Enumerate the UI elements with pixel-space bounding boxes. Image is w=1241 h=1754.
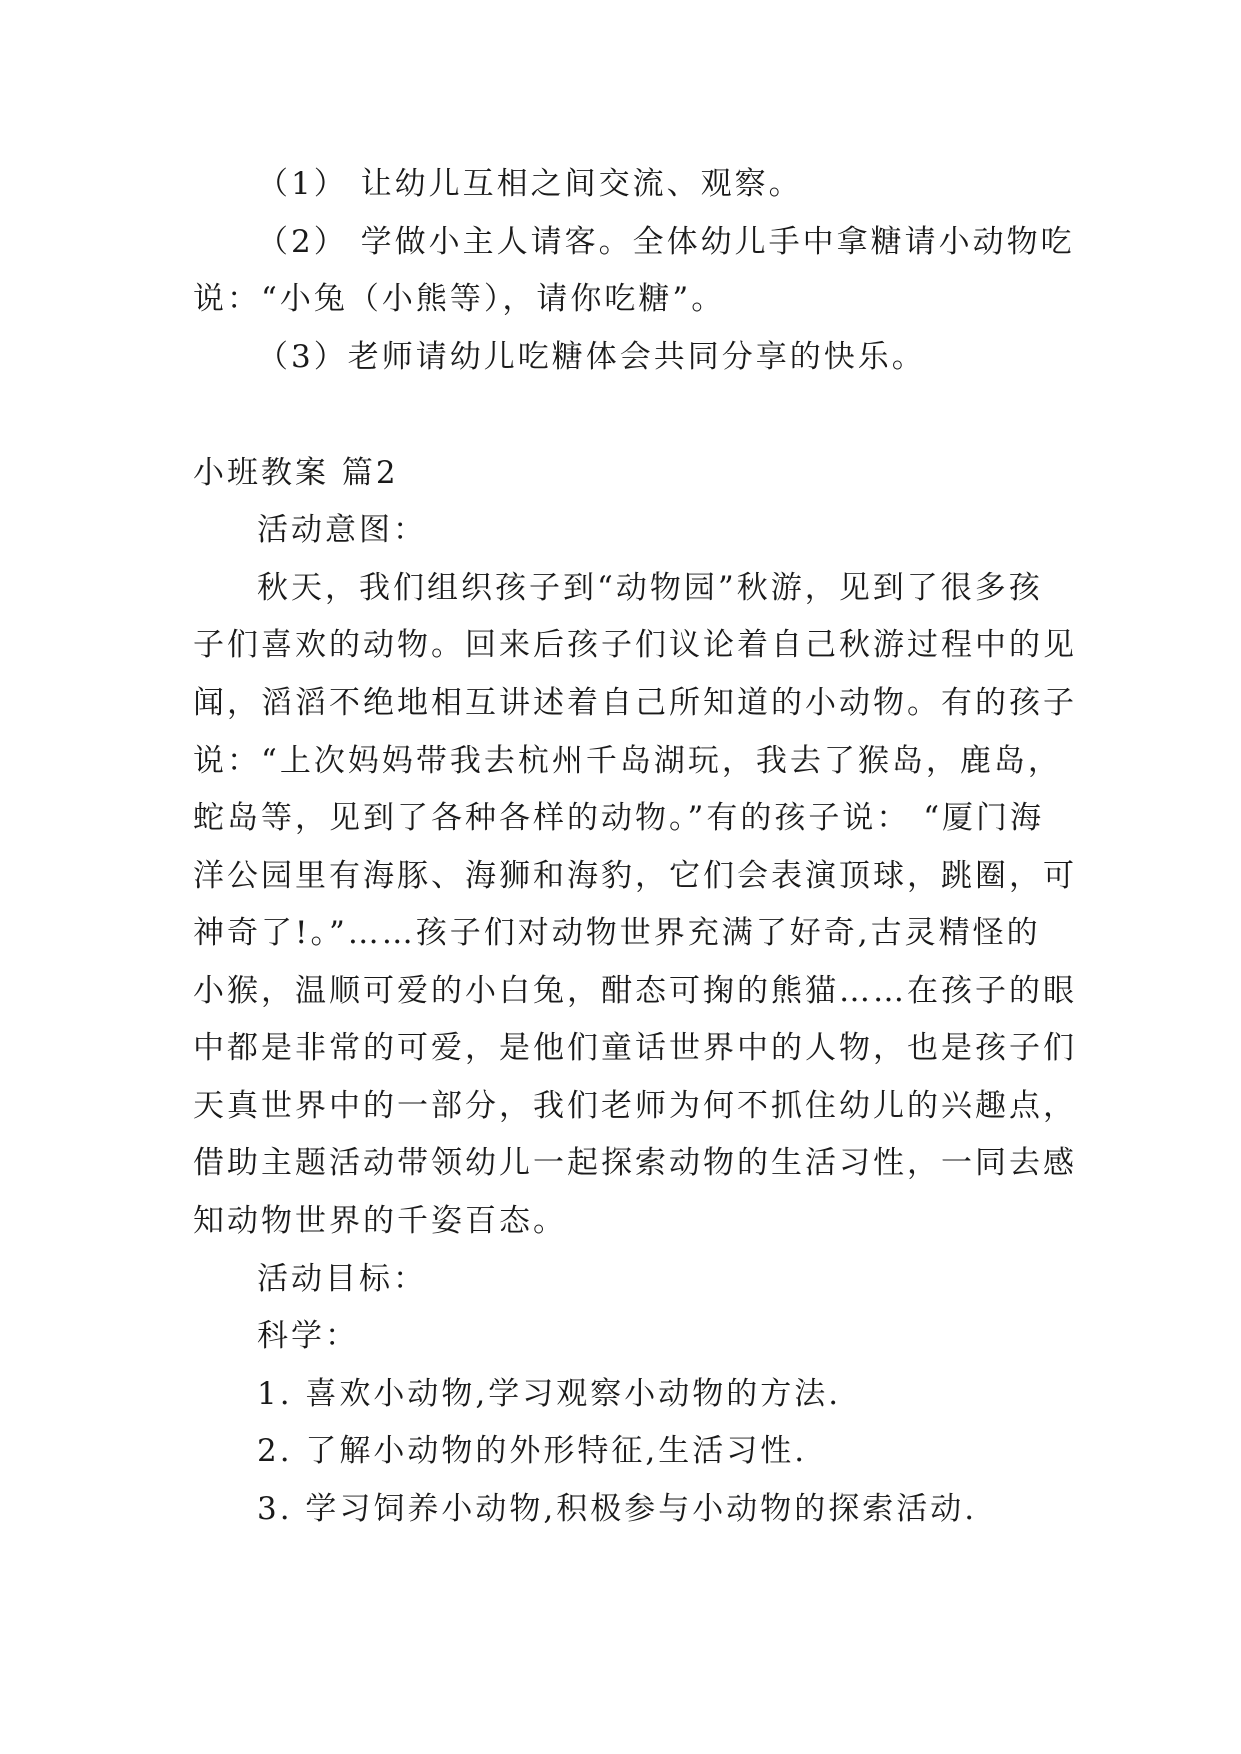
- paragraph-line: 中都是非常的可爱，是他们童话世界中的人物，也是孩子们: [193, 1030, 1077, 1066]
- paragraph-line: 洋公园里有海豚、海狮和海豹，它们会表演顶球，跳圈，可: [193, 858, 1077, 894]
- paragraph-line: 子们喜欢的动物。回来后孩子们议论着自己秋游过程中的见: [193, 627, 1077, 663]
- paragraph-line: 说：“上次妈妈带我去杭州千岛湖玩，我去了猴岛，鹿岛，: [193, 743, 1062, 779]
- step-2-line: （2） 学做小主人请客。全体幼儿手中拿糖请小动物吃: [257, 224, 1075, 260]
- activity-intent-heading: 活动意图：: [257, 512, 427, 548]
- section-heading: 小班教案 篇2: [193, 455, 399, 491]
- goal-item-2: 2. 了解小动物的外形特征,生活习性.: [257, 1433, 808, 1469]
- step-1-line: （1） 让幼儿互相之间交流、观察。: [257, 166, 803, 202]
- paragraph-line: 借助主题活动带领幼儿一起探索动物的生活习性，一同去感: [193, 1145, 1077, 1181]
- goal-item-1: 1. 喜欢小动物,学习观察小动物的方法.: [257, 1376, 842, 1412]
- goal-item-3: 3. 学习饲养小动物,积极参与小动物的探索活动.: [257, 1491, 978, 1527]
- paragraph-line: 蛇岛等，见到了各种各样的动物。”有的孩子说： “厦门海: [193, 800, 1045, 836]
- paragraph-line: 天真世界中的一部分，我们老师为何不抓住幼儿的兴趣点，: [193, 1088, 1077, 1124]
- paragraph-line: 秋天，我们组织孩子到“动物园”秋游，见到了很多孩: [257, 570, 1043, 606]
- step-3-line: （3）老师请幼儿吃糖体会共同分享的快乐。: [257, 339, 926, 375]
- paragraph-line: 闻，滔滔不绝地相互讲述着自己所知道的小动物。有的孩子: [193, 685, 1077, 721]
- science-subheading: 科学：: [257, 1318, 359, 1354]
- step-2-continuation-line: 说：“小兔（小熊等），请你吃糖”。: [193, 281, 726, 317]
- paragraph-line: 知动物世界的千姿百态。: [193, 1203, 567, 1239]
- paragraph-line: 小猴，温顺可爱的小白兔，酣态可掬的熊猫……在孩子的眼: [193, 973, 1077, 1009]
- activity-goals-heading: 活动目标：: [257, 1261, 427, 1297]
- paragraph-line: 神奇了!。”……孩子们对动物世界充满了好奇,古灵精怪的: [193, 915, 1041, 951]
